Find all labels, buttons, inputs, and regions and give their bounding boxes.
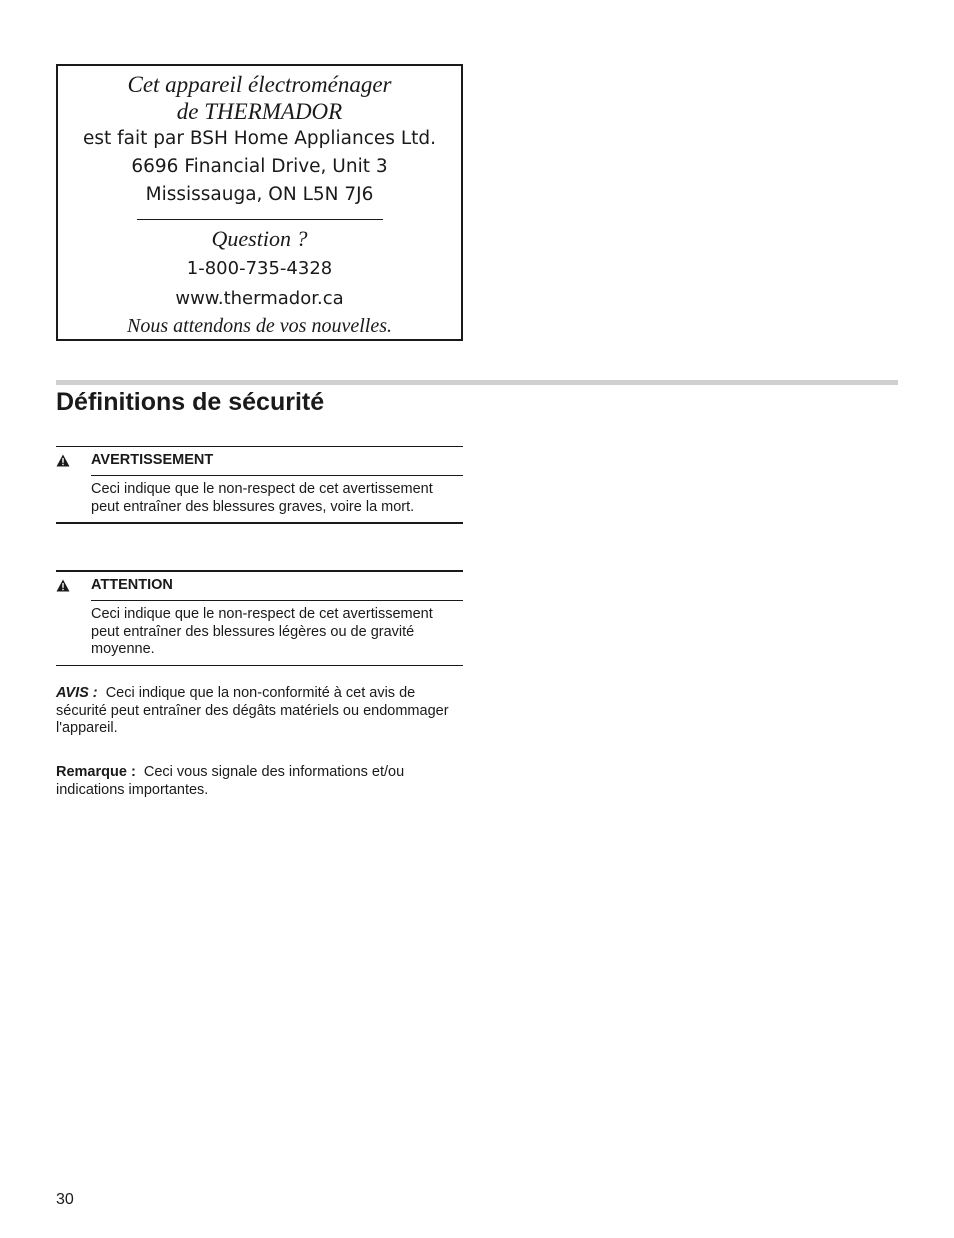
contact-intro-line2: de THERMADOR — [176, 99, 343, 124]
remark-text: Ceci vous signale des informations et/ou indications importantes. — [56, 764, 405, 798]
notice-text: Ceci indique que la non-conformité à cet avis de sécurité peut entraîner des dégâts matériels ou endommager l'appareil. — [56, 685, 449, 736]
section-rule — [56, 380, 898, 385]
remark-lead: Remarque : — [56, 764, 136, 780]
notice-paragraph — [56, 685, 466, 738]
contact-closing: Nous attendons de vos nouvelles. — [127, 315, 392, 337]
caution-label: ATTENTION — [91, 577, 173, 593]
warning-text: Ceci indique que le non-respect de cet avertissement peut entraîner des blessures graves, voire la mort. — [91, 481, 433, 515]
contact-divider — [137, 219, 383, 220]
caution-text: Ceci indique que le non-respect de cet avertissement peut entraîner des blessures légères ou de gravité moyenne. — [91, 606, 433, 657]
warning-triangle-icon — [56, 454, 70, 467]
remark-paragraph — [56, 764, 466, 799]
contact-address-line1: est fait par BSH Home Appliances Ltd. — [83, 128, 436, 149]
contact-question: Question ? — [211, 226, 308, 251]
notice-lead: AVIS : — [56, 685, 98, 701]
contact-box — [56, 64, 463, 341]
contact-intro-line1: Cet appareil électroménager — [127, 72, 392, 97]
caution-block — [56, 570, 463, 666]
warning-bottom-rule — [56, 522, 463, 524]
warning-triangle-icon — [56, 579, 70, 592]
caution-bottom-rule — [56, 665, 463, 666]
caution-header — [56, 572, 463, 600]
warning-header — [56, 447, 463, 475]
warning-label: AVERTISSEMENT — [91, 452, 214, 468]
contact-phone: 1-800-735-4328 — [186, 258, 333, 279]
section-title: Définitions de sécurité — [56, 388, 325, 416]
page-number: 30 — [56, 1191, 74, 1208]
warning-block — [56, 446, 463, 524]
contact-address-line3: Mississauga, ON L5N 7J6 — [145, 184, 374, 205]
contact-website: www.thermador.ca — [175, 288, 344, 309]
contact-address-line2: 6696 Financial Drive, Unit 3 — [131, 156, 388, 177]
